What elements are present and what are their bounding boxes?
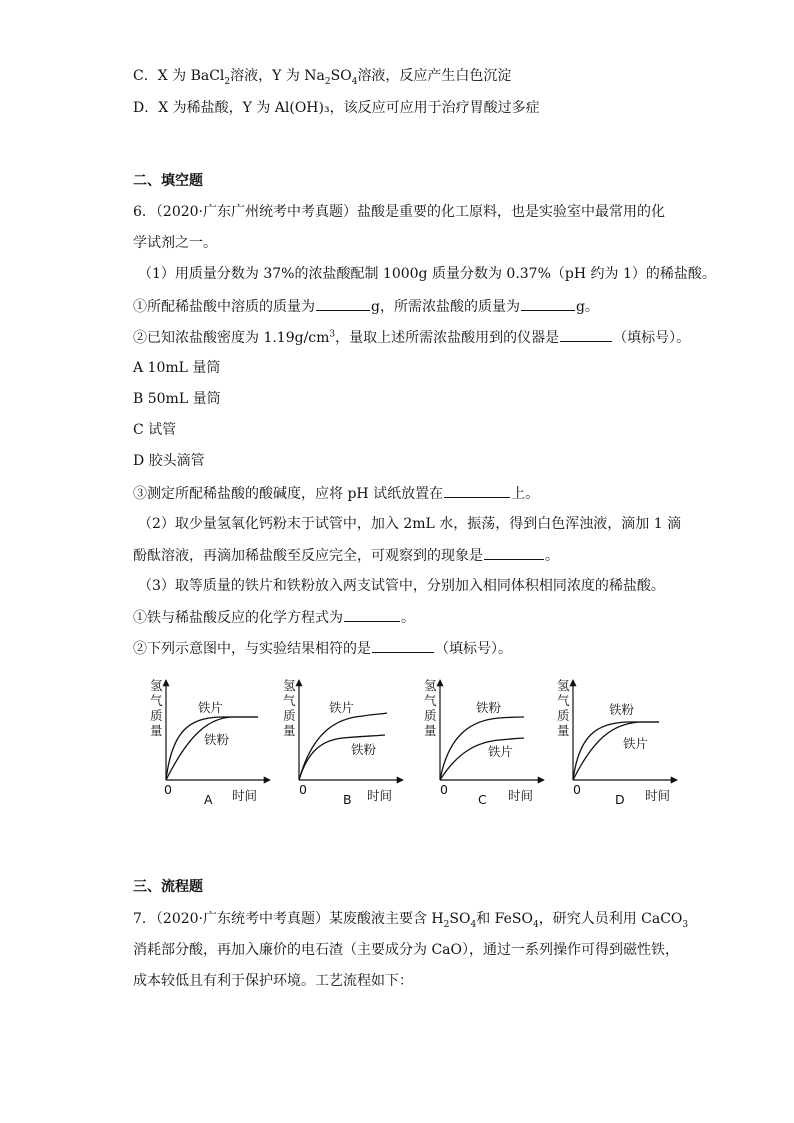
series-label-upper: 铁片 (329, 700, 355, 715)
option-d: D．X 为稀盐酸，Y 为 Al(OH)₃，该反应可应用于治疗胃酸过多症 (133, 100, 540, 116)
diagram-panel-c[interactable] (424, 678, 544, 807)
ylabel-char: 质 (283, 708, 296, 723)
answer-blank[interactable] (444, 483, 510, 498)
series-label-lower: 铁粉 (204, 732, 230, 747)
ylabel-char: 氢 (283, 678, 296, 693)
panel-letter: D (615, 792, 625, 807)
origin-label: 0 (573, 782, 581, 797)
curve-lower (573, 722, 659, 780)
choice-d: D 胶头滴管 (133, 453, 205, 469)
origin-label: 0 (440, 782, 448, 797)
series-label-lower: 铁片 (623, 736, 649, 751)
q6-part1: （1）用质量分数为 37%的浓盐酸配制 1000g 质量分数为 0.37%（pH 约为 1）的稀盐酸。 (138, 266, 716, 282)
answer-blank[interactable] (560, 327, 612, 342)
ylabel-char: 质 (557, 708, 570, 723)
series-label-upper: 铁粉 (476, 700, 502, 715)
q6-part3-sub2: ②下列示意图中，与实验结果相符的是 （填标号）。 (133, 638, 512, 659)
choice-a: A 10mL 量筒 (133, 360, 221, 376)
q6-part2-line2: 酚酞溶液，再滴加稀盐酸至反应完全，可观察到的现象是 。 (133, 545, 559, 566)
ylabel-char: 量 (424, 723, 437, 738)
q6-part3-sub1: ①铁与稀盐酸反应的化学方程式为 。 (133, 607, 415, 628)
origin-label: 0 (299, 782, 307, 797)
ylabel-char: 量 (557, 723, 570, 738)
q6-part1-sub2: ②已知浓盐酸密度为 $1.19g/cm^3$，量取上述所需浓盐酸用到的仪器是 （填标号）。 (133, 327, 690, 348)
ylabel-char: 气 (150, 693, 163, 708)
series-label-upper: 铁粉 (609, 702, 635, 717)
ylabel-char: 量 (150, 723, 163, 738)
curve-upper (166, 717, 258, 780)
panel-letter: A (204, 792, 213, 807)
answer-blank[interactable] (316, 296, 370, 311)
answer-blank[interactable] (344, 607, 400, 622)
q6-part1-sub3: ③测定所配稀盐酸的酸碱度，应将 pH 试纸放置在 上。 (133, 483, 539, 504)
xlabel: 时间 (367, 788, 393, 803)
ylabel-char: 量 (283, 723, 296, 738)
ylabel-char: 气 (557, 693, 570, 708)
q6-part2-line1: （2）取少量氢氧化钙粉末于试管中，加入 2mL 水，振荡，得到白色浑浊液，滴加 1 滴 (138, 516, 682, 532)
xlabel: 时间 (645, 788, 671, 803)
series-label-lower: 铁粉 (351, 742, 377, 757)
panel-letter: C (478, 792, 487, 807)
q6-part1-sub1: ①所配稀盐酸中溶质的质量为 g，所需浓盐酸的质量为 g。 (133, 296, 599, 317)
answer-blank[interactable] (484, 545, 544, 560)
curve-upper (573, 722, 659, 780)
series-label-upper: 铁片 (198, 700, 224, 715)
choice-b: B 50mL 量筒 (133, 391, 221, 407)
ylabel-char: 质 (150, 708, 163, 723)
ylabel-char: 质 (424, 708, 437, 723)
q7-stem-line1: 7．（2020·广东统考中考真题）某废酸液主要含 $H_2SO_4$和 FeSO$_4$，研究人员利用 CaCO$_3$ (133, 911, 689, 930)
schematic-diagrams (0, 670, 794, 820)
ylabel-char: 氢 (150, 678, 163, 693)
xlabel: 时间 (508, 788, 534, 803)
diagram-panel-b[interactable] (283, 678, 403, 807)
q7-stem-line2: 消耗部分酸，再加入廉价的电石渣（主要成分为 CaO），通过一系列操作可得到磁性铁， (133, 942, 679, 958)
q6-stem-line1: 6．（2020·广东广州统考中考真题）盐酸是重要的化工原料，也是实验室中最常用的化 (133, 204, 665, 220)
q6-stem-line2: 学试剂之一。 (133, 235, 217, 251)
xlabel: 时间 (232, 788, 258, 803)
option-c: C．X 为 BaCl$_2$溶液，Y 为 $Na_2SO_4$溶液，反应产生白色沉淀 (133, 68, 512, 87)
origin-label: 0 (164, 782, 172, 797)
ylabel-char: 氢 (557, 678, 570, 693)
q6-part3: （3）取等质量的铁片和铁粉放入两支试管中，分别加入相同体积相同浓度的稀盐酸。 (138, 578, 665, 594)
section-heading-fill-in: 二、填空题 (133, 173, 203, 189)
series-label-lower: 铁片 (488, 744, 514, 759)
ylabel-char: 氢 (424, 678, 437, 693)
panel-letter: B (343, 792, 352, 807)
answer-blank[interactable] (521, 296, 575, 311)
diagram-panel-a[interactable] (150, 678, 270, 807)
ylabel-char: 气 (283, 693, 296, 708)
diagram-panel-d[interactable] (557, 678, 677, 807)
q7-stem-line3: 成本较低且有利于保护环境。工艺流程如下： (133, 973, 413, 989)
curve-lower (166, 717, 258, 780)
ylabel-char: 气 (424, 693, 437, 708)
section-heading-flow: 三、流程题 (133, 879, 203, 895)
choice-c: C 试管 (133, 422, 177, 438)
answer-blank[interactable] (372, 638, 434, 653)
